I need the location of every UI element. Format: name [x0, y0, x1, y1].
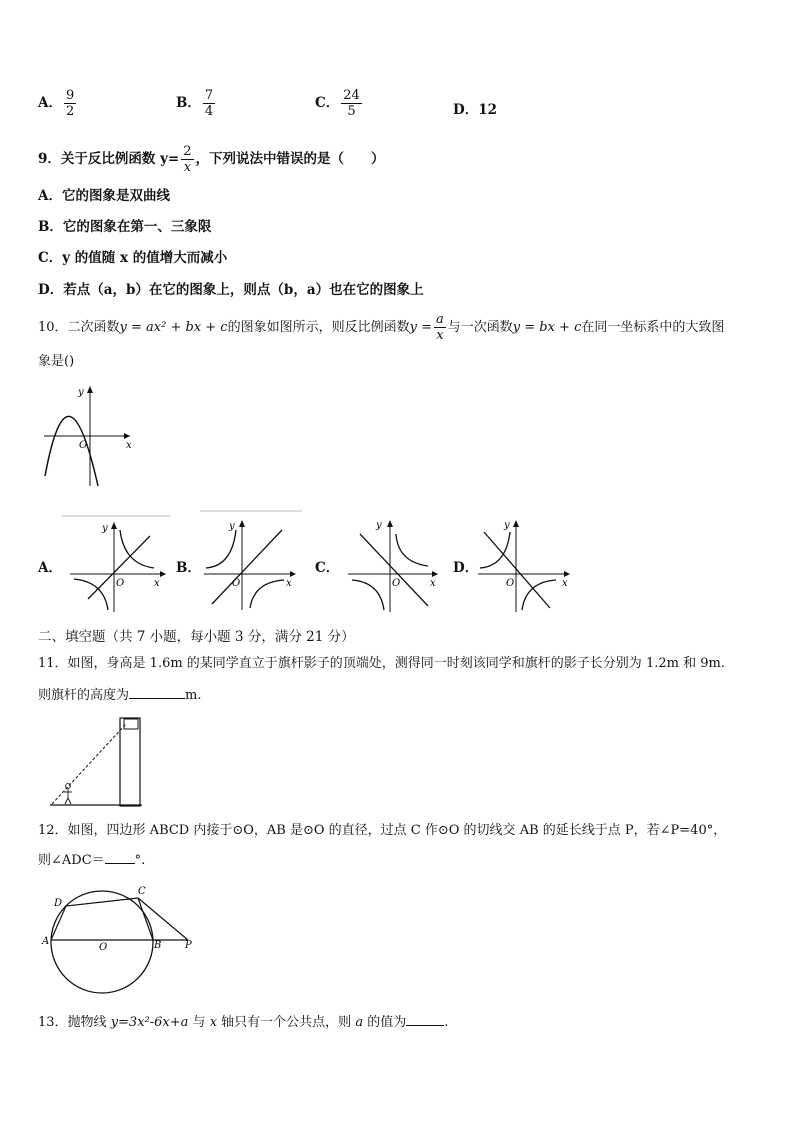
q13-stem: 13．抛物线 y=3x²-6x+a 与 x 轴只有一个公共点，则 a 的值为 . [38, 1015, 449, 1030]
q10-option-d: D． [453, 560, 479, 576]
x-label: x [126, 440, 132, 451]
line-graph [88, 536, 150, 599]
q10-graph-b [200, 508, 304, 614]
q9-option-d: D．若点（a，b）在它的图象上，则点（b，a）也在它的图象上 [38, 282, 424, 298]
answer-blank [406, 1025, 444, 1026]
flag [124, 719, 138, 729]
q12-circle-figure [40, 882, 200, 994]
answer-blank [129, 698, 185, 699]
origin-label: O [506, 578, 515, 589]
hyperbola-branch-2 [250, 580, 284, 608]
quadrilateral-abcd [51, 898, 153, 940]
label-d: D [54, 898, 63, 909]
hyperbola-branch-2 [352, 580, 384, 610]
x-label: x [154, 578, 160, 589]
q9-option-a: A．它的图象是双曲线 [38, 188, 170, 204]
line-graph [360, 534, 428, 606]
origin-label: O [79, 440, 88, 451]
label-b: B [154, 940, 162, 951]
origin-label: O [392, 578, 401, 589]
label-o: O [99, 942, 108, 953]
q11-line2: 则旗杆的高度为 m. [38, 688, 202, 703]
q9-option-b: B．它的图象在第一、三象限 [38, 219, 212, 235]
q8-option-a: A． $\frac{9}{2}$ [38, 88, 75, 119]
q8-option-d: D．12 [453, 102, 498, 118]
hyperbola-branch-1 [480, 532, 510, 568]
q10-option-c: C． [315, 560, 340, 576]
line-graph [212, 530, 282, 604]
q10-graph-d [476, 514, 576, 614]
q12-line1: 12．如图，四边形 ABCD 内接于⊙O，AB 是⊙O 的直径，过点 C 作⊙O 的切线交 AB 的延长线于点 P，若∠P=40°， [38, 823, 727, 838]
y-label: y [102, 523, 108, 534]
y-label: y [78, 387, 84, 398]
x-label: x [430, 578, 436, 589]
q10-stem-line2: 象是() [38, 354, 75, 369]
q8-option-c: C． $\frac{24}{5}$ [315, 88, 360, 119]
person-icon [64, 784, 72, 804]
q9-option-c: C．y 的值随 x 的值增大而减小 [38, 250, 228, 266]
q8-option-b: B． $\frac{7}{4}$ [176, 88, 214, 119]
q10-option-a: A． [38, 560, 62, 576]
answer-blank [105, 863, 135, 864]
hyperbola-branch-1 [206, 530, 236, 568]
y-label: y [376, 520, 382, 531]
x-label: x [286, 578, 292, 589]
label-a: A [42, 936, 50, 947]
section-heading: 二、填空题（共 7 小题，每小题 3 分，满分 21 分） [38, 629, 355, 645]
hyperbola-branch-1 [396, 534, 428, 566]
label-p: P [185, 940, 192, 951]
q9-stem: 9．关于反比例函数 y= $\frac{2}{x}$ ，下列说法中错误的是（ ） [38, 144, 385, 175]
sun-ray-dashed [52, 724, 126, 804]
q11-flagpole-figure [48, 714, 148, 808]
q11-line1: 11．如图，身高是 1.6m 的某同学直立于旗杆影子的顶端处，测得同一时刻该同学和旗杆的影子长分别为 1.2m 和 9m. [38, 656, 725, 671]
y-label: y [504, 520, 510, 531]
line-graph [484, 532, 550, 608]
x-label: x [562, 578, 568, 589]
q10-graph-a [62, 514, 170, 614]
q12-line2: 则∠ADC＝ °. [38, 853, 146, 868]
q10-parabola-figure [38, 382, 143, 488]
q10-graph-c [344, 514, 446, 614]
label-c: C [138, 886, 146, 897]
flagpole [120, 718, 140, 806]
origin-label: O [232, 578, 241, 589]
q10-stem: 10．二次函数y = ax² + bx + c的图象如图所示，则反比例函数y = $\frac{a}{x}$ 与一次函数y = bx + c在同一坐标系中的大致图 [38, 312, 725, 343]
origin-label: O [116, 578, 125, 589]
q10-option-b: B． [176, 560, 201, 576]
y-label: y [229, 521, 235, 532]
